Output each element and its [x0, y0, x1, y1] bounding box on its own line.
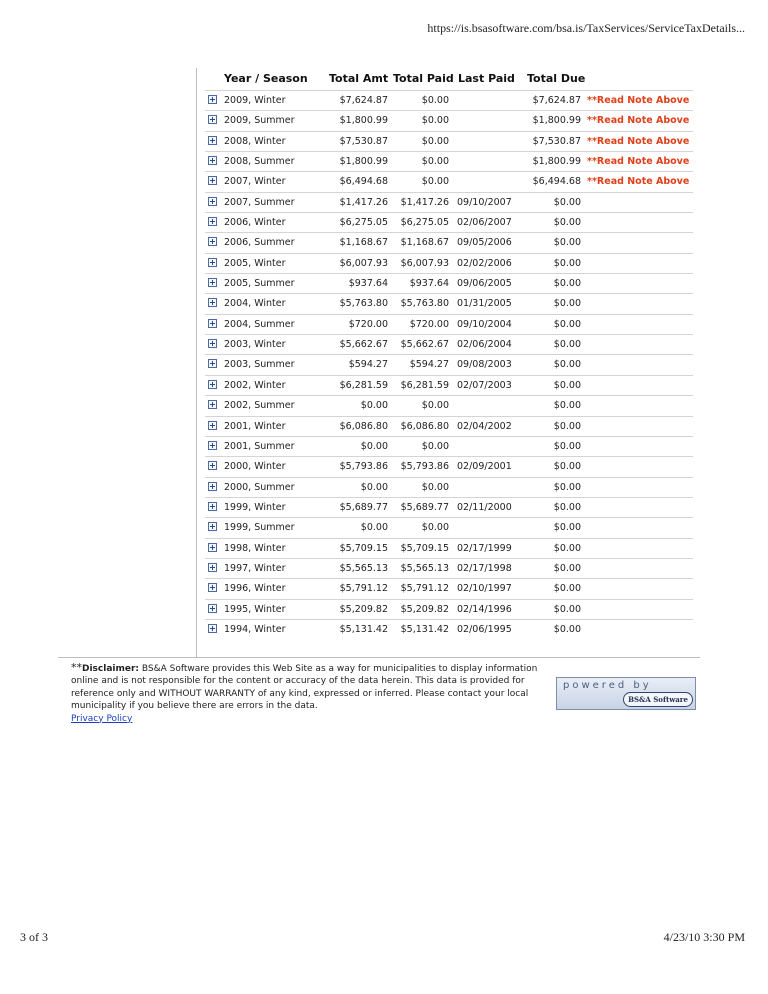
cell-total-due: $0.00	[553, 440, 581, 452]
cell-total-paid: $0.00	[421, 115, 449, 127]
cell-total-due: $0.00	[553, 603, 581, 615]
table-row	[205, 232, 693, 252]
row-expand-plus-icon[interactable]	[208, 237, 217, 246]
cell-total-paid: $0.00	[421, 176, 449, 188]
print-footer-page: 3 of 3	[20, 930, 48, 944]
header-last-paid[interactable]: Last Paid	[458, 72, 515, 85]
cell-year-season: 2000, Summer	[224, 481, 295, 493]
cell-year-season: 2004, Summer	[224, 318, 295, 330]
row-expand-plus-icon[interactable]	[208, 156, 217, 165]
cell-total-paid: $1,168.67	[400, 237, 449, 249]
cell-total-paid: $5,209.82	[400, 603, 449, 615]
table-row	[205, 599, 693, 619]
cell-total-paid: $5,662.67	[400, 339, 449, 351]
table-row	[205, 192, 693, 212]
cell-total-amt: $937.64	[348, 278, 388, 290]
row-expand-plus-icon[interactable]	[208, 563, 217, 572]
cell-total-due: $0.00	[553, 562, 581, 574]
cell-year-season: 1995, Winter	[224, 603, 286, 615]
cell-year-season: 2008, Summer	[224, 156, 295, 168]
cell-year-season: 2002, Summer	[224, 400, 295, 412]
disclaimer-label: Disclaimer:	[82, 664, 140, 674]
row-expand-plus-icon[interactable]	[208, 461, 217, 470]
cell-total-amt: $5,209.82	[339, 603, 388, 615]
table-row	[205, 395, 693, 415]
table-header-row	[205, 68, 693, 90]
print-header-url: https://is.bsasoftware.com/bsa.is/TaxServices/ServiceTaxDetails...	[427, 21, 745, 35]
cell-last-paid: 02/10/1997	[457, 583, 512, 595]
cell-last-paid: 09/08/2003	[457, 359, 512, 371]
table-row	[205, 110, 693, 130]
cell-total-amt: $5,662.67	[339, 339, 388, 351]
cell-total-due: $0.00	[553, 420, 581, 432]
table-row	[205, 538, 693, 558]
cell-total-amt: $1,800.99	[339, 115, 388, 127]
powered-by-text: powered by	[563, 680, 652, 691]
print-footer-datetime: 4/23/10 3:30 PM	[663, 930, 745, 944]
cell-total-due: $0.00	[553, 278, 581, 290]
row-expand-plus-icon[interactable]	[208, 278, 217, 287]
table-row	[205, 436, 693, 456]
cell-year-season: 2001, Winter	[224, 420, 286, 432]
disclaimer-block	[71, 662, 551, 725]
cell-total-amt: $1,168.67	[339, 237, 388, 249]
cell-year-season: 2005, Summer	[224, 278, 295, 290]
header-year-season[interactable]: Year / Season	[224, 72, 308, 85]
table-row	[205, 517, 693, 537]
table-row	[205, 253, 693, 273]
cell-last-paid: 09/10/2004	[457, 318, 512, 330]
row-expand-plus-icon[interactable]	[208, 400, 217, 409]
cell-total-paid: $6,007.93	[400, 257, 449, 269]
row-expand-plus-icon[interactable]	[208, 258, 217, 267]
cell-total-due: $0.00	[553, 339, 581, 351]
table-row	[205, 151, 693, 171]
table-row	[205, 578, 693, 598]
table-row	[205, 212, 693, 232]
cell-total-paid: $720.00	[409, 318, 449, 330]
read-note-above-text: **Read Note Above	[587, 95, 690, 106]
cell-year-season: 1999, Winter	[224, 501, 286, 513]
row-expand-plus-icon[interactable]	[208, 136, 217, 145]
cell-year-season: 2003, Winter	[224, 339, 286, 351]
cell-total-paid: $0.00	[421, 440, 449, 452]
row-expand-plus-icon[interactable]	[208, 217, 217, 226]
bsa-logo-text: BS&A Software	[628, 695, 688, 704]
cell-total-paid: $937.64	[409, 278, 449, 290]
cell-total-paid: $5,791.12	[400, 583, 449, 595]
table-row	[205, 131, 693, 151]
row-expand-plus-icon[interactable]	[208, 421, 217, 430]
cell-total-amt: $6,275.05	[339, 217, 388, 229]
tax-history-table	[205, 68, 693, 639]
cell-total-paid: $0.00	[421, 481, 449, 493]
cell-total-paid: $5,689.77	[400, 501, 449, 513]
cell-last-paid: 09/06/2005	[457, 278, 512, 290]
row-expand-plus-icon[interactable]	[208, 380, 217, 389]
row-expand-plus-icon[interactable]	[208, 95, 217, 104]
row-expand-plus-icon[interactable]	[208, 502, 217, 511]
cell-total-paid: $5,763.80	[400, 298, 449, 310]
cell-last-paid: 02/11/2000	[457, 501, 512, 513]
cell-last-paid: 02/04/2002	[457, 420, 512, 432]
table-row	[205, 558, 693, 578]
cell-total-amt: $5,689.77	[339, 501, 388, 513]
cell-total-due: $7,624.87	[532, 95, 581, 106]
cell-year-season: 1999, Summer	[224, 522, 295, 534]
cell-total-amt: $720.00	[348, 318, 388, 330]
cell-total-due: $1,800.99	[532, 115, 581, 127]
cell-last-paid: 09/10/2007	[457, 196, 512, 208]
cell-total-due: $0.00	[553, 359, 581, 371]
table-row	[205, 90, 693, 110]
cell-total-due: $0.00	[553, 318, 581, 330]
table-row	[205, 334, 693, 354]
cell-total-amt: $5,565.13	[339, 562, 388, 574]
cell-last-paid: 02/09/2001	[457, 461, 512, 473]
cell-total-paid: $5,565.13	[400, 562, 449, 574]
cell-total-amt: $7,624.87	[339, 95, 388, 106]
row-expand-plus-icon[interactable]	[208, 197, 217, 206]
header-total-due[interactable]: Total Due	[527, 72, 586, 85]
cell-year-season: 1994, Winter	[224, 623, 286, 635]
cell-total-due: $0.00	[553, 379, 581, 391]
privacy-policy-link[interactable]: Privacy Policy	[71, 713, 133, 724]
row-expand-plus-icon[interactable]	[208, 298, 217, 307]
cell-total-amt: $6,086.80	[339, 420, 388, 432]
cell-total-due: $0.00	[553, 400, 581, 412]
table-row	[205, 456, 693, 476]
cell-total-paid: $0.00	[421, 95, 449, 106]
table-row	[205, 375, 693, 395]
table-left-divider	[196, 68, 197, 657]
cell-total-amt: $5,793.86	[339, 461, 388, 473]
table-row	[205, 477, 693, 497]
row-expand-plus-icon[interactable]	[208, 583, 217, 592]
table-row	[205, 416, 693, 436]
table-row	[205, 619, 693, 639]
table-row	[205, 171, 693, 191]
cell-total-due: $0.00	[553, 257, 581, 269]
cell-last-paid: 02/17/1998	[457, 562, 512, 574]
cell-total-amt: $5,763.80	[339, 298, 388, 310]
table-row	[205, 314, 693, 334]
cell-total-amt: $7,530.87	[339, 135, 388, 147]
cell-total-due: $0.00	[553, 461, 581, 473]
disclaimer-text: BS&A Software provides this Web Site as a way for municipalities to display information online and is not responsible for the content or accuracy of the data herein. This data is provided for reference only and WITHOUT WARRANTY of any kind, expressed or inferred. Please contact your local municipality if you believe there are errors in the data.	[71, 664, 538, 712]
cell-total-amt: $1,417.26	[339, 196, 388, 208]
cell-last-paid: 02/06/1995	[457, 623, 512, 635]
bsa-software-logo	[623, 692, 693, 707]
row-expand-plus-icon[interactable]	[208, 339, 217, 348]
cell-total-paid: $0.00	[421, 400, 449, 412]
cell-year-season: 2008, Winter	[224, 135, 286, 147]
cell-last-paid: 01/31/2005	[457, 298, 512, 310]
cell-total-amt: $0.00	[360, 522, 388, 534]
cell-total-amt: $0.00	[360, 440, 388, 452]
table-row	[205, 273, 693, 293]
cell-last-paid: 02/02/2006	[457, 257, 512, 269]
cell-total-due: $0.00	[553, 542, 581, 554]
cell-total-due: $6,494.68	[532, 176, 581, 188]
cell-year-season: 1996, Winter	[224, 583, 286, 595]
cell-total-due: $0.00	[553, 481, 581, 493]
cell-total-paid: $594.27	[409, 359, 449, 371]
table-row	[205, 354, 693, 374]
cell-total-due: $1,800.99	[532, 156, 581, 168]
cell-last-paid: 02/14/1996	[457, 603, 512, 615]
cell-total-amt: $1,800.99	[339, 156, 388, 168]
table-row	[205, 497, 693, 517]
cell-total-due: $7,530.87	[532, 135, 581, 147]
cell-last-paid: 02/17/1999	[457, 542, 512, 554]
cell-year-season: 1998, Winter	[224, 542, 286, 554]
cell-total-amt: $594.27	[348, 359, 388, 371]
cell-last-paid: 02/06/2007	[457, 217, 512, 229]
cell-total-due: $0.00	[553, 522, 581, 534]
cell-year-season: 2002, Winter	[224, 379, 286, 391]
cell-total-paid: $0.00	[421, 135, 449, 147]
row-expand-plus-icon[interactable]	[208, 115, 217, 124]
cell-year-season: 2001, Summer	[224, 440, 295, 452]
read-note-above-text: **Read Note Above	[587, 156, 690, 168]
read-note-above-text: **Read Note Above	[587, 135, 690, 147]
read-note-above-text: **Read Note Above	[587, 176, 690, 188]
cell-total-amt: $5,131.42	[339, 623, 388, 635]
row-expand-plus-icon[interactable]	[208, 359, 217, 368]
cell-last-paid: 02/06/2004	[457, 339, 512, 351]
row-expand-plus-icon[interactable]	[208, 604, 217, 613]
cell-total-due: $0.00	[553, 623, 581, 635]
cell-total-paid: $1,417.26	[400, 196, 449, 208]
row-expand-plus-icon[interactable]	[208, 543, 217, 552]
cell-year-season: 2009, Summer	[224, 115, 295, 127]
cell-total-amt: $5,791.12	[339, 583, 388, 595]
cell-last-paid: 02/07/2003	[457, 379, 512, 391]
cell-year-season: 2007, Winter	[224, 176, 286, 188]
cell-year-season: 2003, Summer	[224, 359, 295, 371]
cell-total-due: $0.00	[553, 583, 581, 595]
cell-total-paid: $6,275.05	[400, 217, 449, 229]
cell-total-paid: $5,131.42	[400, 623, 449, 635]
cell-total-due: $0.00	[553, 237, 581, 249]
content-bottom-divider	[58, 657, 700, 658]
cell-total-amt: $0.00	[360, 400, 388, 412]
table-row	[205, 293, 693, 313]
cell-total-paid: $0.00	[421, 156, 449, 168]
cell-total-due: $0.00	[553, 196, 581, 208]
cell-total-amt: $0.00	[360, 481, 388, 493]
cell-last-paid: 09/05/2006	[457, 237, 512, 249]
header-total-amt[interactable]: Total Amt	[329, 72, 389, 85]
cell-year-season: 2006, Winter	[224, 217, 286, 229]
table-body	[205, 90, 693, 639]
cell-total-paid: $0.00	[421, 522, 449, 534]
cell-total-paid: $6,281.59	[400, 379, 449, 391]
cell-year-season: 1997, Winter	[224, 562, 286, 574]
row-expand-plus-icon[interactable]	[208, 482, 217, 491]
cell-total-due: $0.00	[553, 501, 581, 513]
cell-total-amt: $6,494.68	[339, 176, 388, 188]
cell-total-amt: $5,709.15	[339, 542, 388, 554]
cell-year-season: 2005, Winter	[224, 257, 286, 269]
cell-year-season: 2009, Winter	[224, 95, 286, 106]
cell-year-season: 2004, Winter	[224, 298, 286, 310]
cell-total-amt: $6,007.93	[339, 257, 388, 269]
powered-by-bsa-banner[interactable]	[556, 677, 696, 710]
read-note-above-text: **Read Note Above	[587, 115, 690, 127]
cell-total-paid: $5,709.15	[400, 542, 449, 554]
cell-total-amt: $6,281.59	[339, 379, 388, 391]
cell-total-paid: $5,793.86	[400, 461, 449, 473]
cell-total-due: $0.00	[553, 298, 581, 310]
row-expand-plus-icon[interactable]	[208, 176, 217, 185]
cell-total-due: $0.00	[553, 217, 581, 229]
disclaimer-prefix: **	[71, 661, 82, 674]
row-expand-plus-icon[interactable]	[208, 624, 217, 633]
cell-total-paid: $6,086.80	[400, 420, 449, 432]
cell-year-season: 2000, Winter	[224, 461, 286, 473]
header-total-paid[interactable]: Total Paid	[393, 72, 454, 85]
cell-year-season: 2007, Summer	[224, 196, 295, 208]
row-expand-plus-icon[interactable]	[208, 319, 217, 328]
row-expand-plus-icon[interactable]	[208, 522, 217, 531]
row-expand-plus-icon[interactable]	[208, 441, 217, 450]
cell-year-season: 2006, Summer	[224, 237, 295, 249]
